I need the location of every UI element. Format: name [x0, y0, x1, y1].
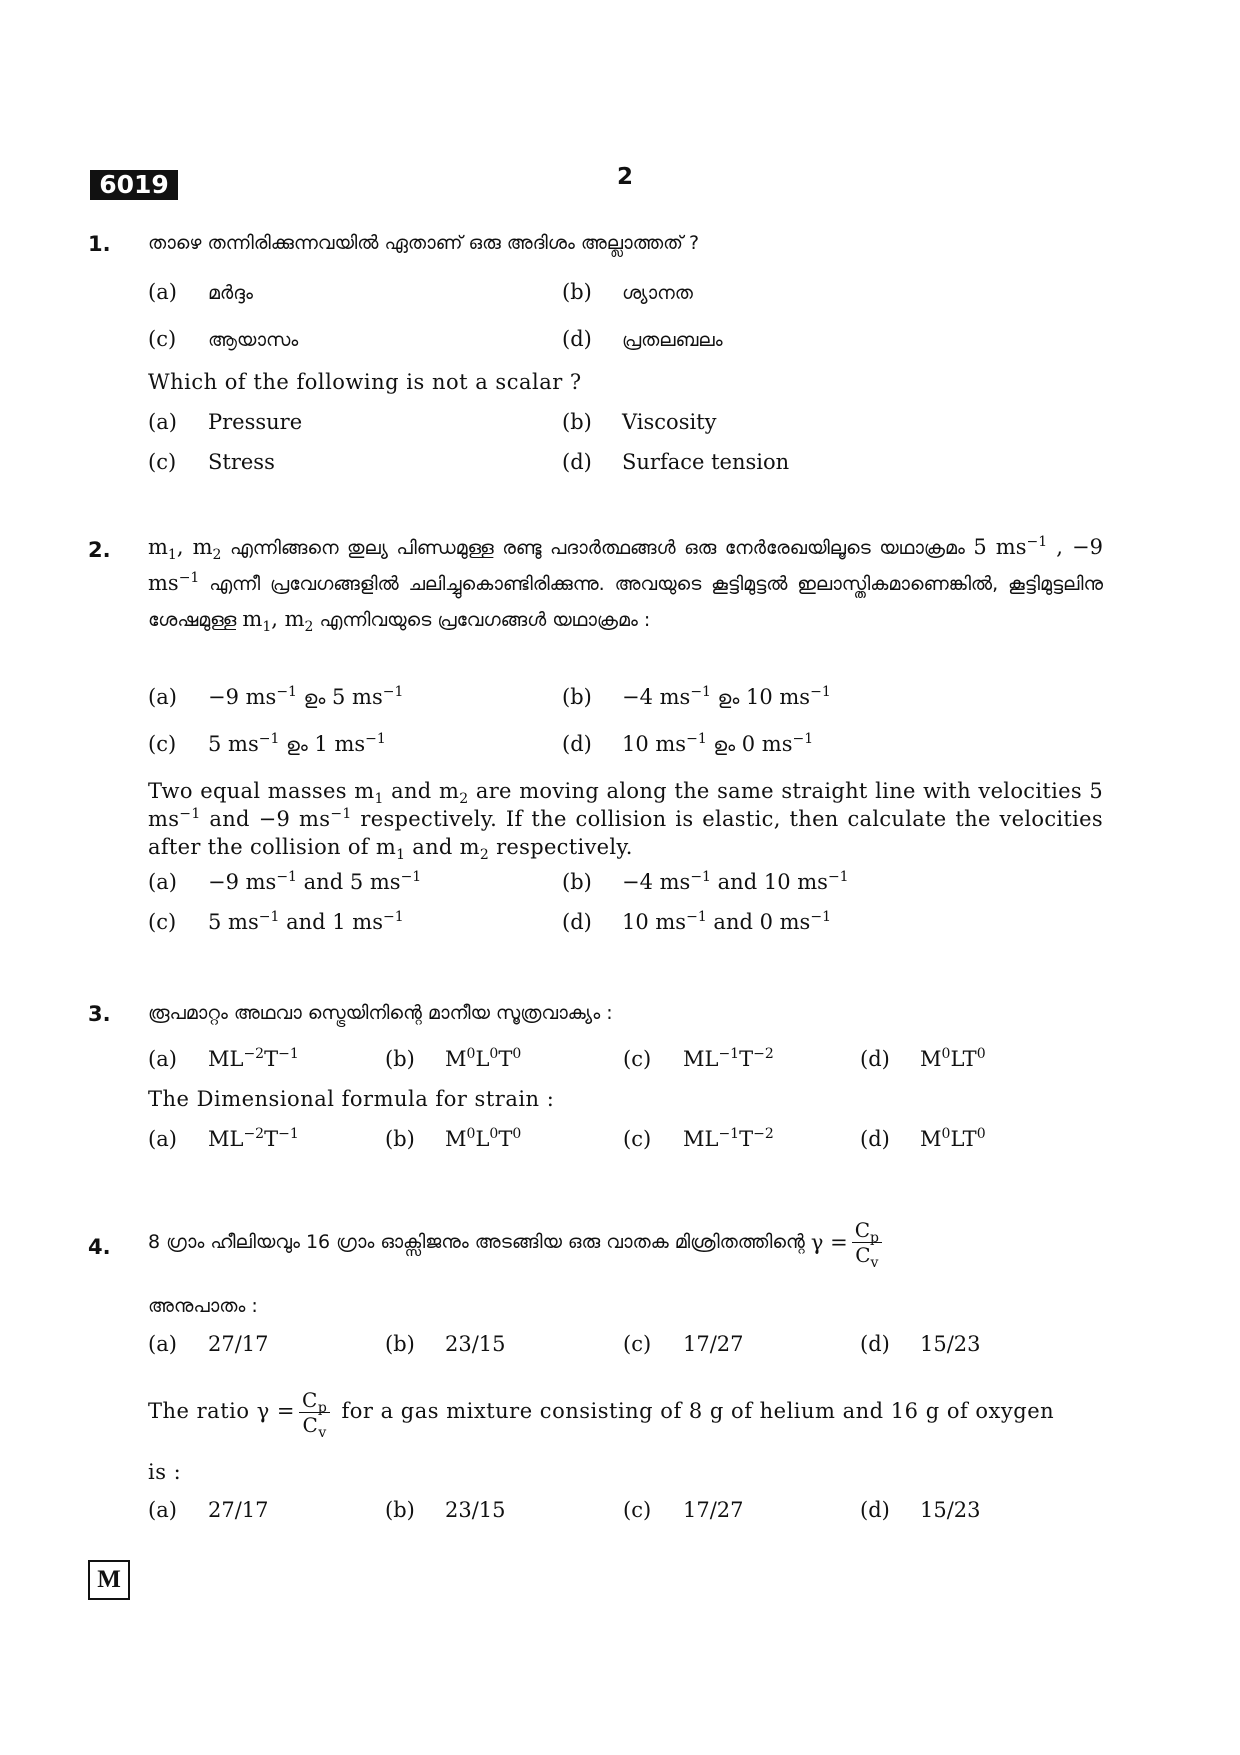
formula-exp: 0 — [941, 1046, 951, 1062]
option-text: Viscosity — [622, 410, 717, 434]
option-label: (a) — [148, 685, 177, 709]
velocity-1: 5 ms — [973, 535, 1027, 559]
option-text: 15/23 — [920, 1332, 981, 1356]
exponent: −1 — [690, 684, 711, 700]
formula-part: T — [498, 1047, 513, 1071]
m1-subscript: 1 — [396, 847, 406, 863]
option-text: 17/27 — [683, 1498, 744, 1522]
q3-ml-option-a — [148, 1047, 299, 1071]
option-text: 27/17 — [208, 1332, 269, 1356]
option-label: (b) — [562, 280, 592, 304]
en-and: and — [303, 870, 344, 894]
option-v1: 10 ms — [622, 910, 687, 934]
q4-english-text — [148, 1388, 1055, 1441]
option-label: (d) — [562, 910, 592, 934]
formula-exp: −2 — [753, 1126, 774, 1142]
option-label: (c) — [148, 450, 177, 474]
option-text: Pressure — [208, 410, 303, 434]
q2-en-option-d — [562, 910, 831, 934]
exponent: −1 — [258, 731, 280, 747]
option-label: (c) — [623, 1047, 652, 1071]
option-label: (d) — [860, 1127, 890, 1151]
gamma-symbol: γ = — [810, 1230, 848, 1255]
option-label: (b) — [562, 410, 592, 434]
q1-ml-option-b — [562, 280, 693, 304]
option-v2: 0 ms — [759, 910, 811, 934]
option-label: (d) — [562, 450, 592, 474]
formula-part: T — [739, 1127, 754, 1151]
cp-symbol: C — [854, 1218, 870, 1242]
formula-exp: 0 — [489, 1126, 499, 1142]
q3-ml-option-b — [385, 1047, 521, 1071]
m2-symbol: m — [459, 835, 480, 859]
cv-subscript: v — [870, 1255, 879, 1271]
q1-en-option-d — [562, 450, 789, 474]
cv-symbol: C — [855, 1243, 871, 1267]
option-v2: 5 ms — [349, 870, 401, 894]
formula-exp: 0 — [512, 1126, 522, 1142]
q2-en-option-b — [562, 870, 849, 894]
q4-en-option-c — [623, 1498, 744, 1522]
q1-malayalam-text: താഴെ തന്നിരിക്കുന്നവയിൽ ഏതാണ് ഒരു അദിശം അല്ലാത്തത് ? — [148, 232, 700, 254]
option-v2: 10 ms — [746, 685, 811, 709]
option-label: (d) — [860, 1047, 890, 1071]
exponent: −1 — [400, 869, 422, 885]
option-v2: 10 ms — [763, 870, 828, 894]
option-label: (c) — [148, 327, 177, 351]
option-v1: 10 ms — [622, 732, 687, 756]
m2-subscript: 2 — [212, 547, 222, 563]
formula-exp: −2 — [243, 1046, 265, 1062]
option-text: 23/15 — [445, 1332, 506, 1356]
formula-exp: 0 — [489, 1046, 499, 1062]
option-v1: −4 ms — [622, 870, 691, 894]
q4-ml-option-d — [860, 1332, 981, 1356]
formula-exp: −1 — [278, 1126, 299, 1142]
page-number: 2 — [616, 164, 633, 190]
option-label: (b) — [385, 1332, 415, 1356]
en-and: and — [209, 807, 250, 831]
q1-en-option-a — [148, 410, 302, 434]
m1-subscript: 1 — [167, 547, 177, 563]
exponent: −1 — [382, 909, 404, 925]
formula-part: M — [445, 1047, 467, 1071]
q4-en-option-a — [148, 1498, 269, 1522]
option-text: 23/15 — [445, 1498, 506, 1522]
q1-number: 1. — [88, 232, 111, 256]
q2-english-text — [148, 777, 1103, 861]
exponent: −1 — [686, 909, 707, 925]
formula-exp: 0 — [941, 1126, 951, 1142]
q1-english-text: Which of the following is not a scalar ? — [148, 370, 582, 394]
option-v2: 1 ms — [314, 732, 366, 756]
q2-en-part3: respectively. If the collision is elastic, then calculate the velocities after the collision of — [148, 807, 1103, 859]
option-label: (a) — [148, 280, 177, 304]
q3-en-option-d — [860, 1127, 986, 1151]
q2-malayalam-text: $m_1$, $m_2$ എന്നിങ്ങനെ തുല്യ പിണ്ഡമുള്ള രണ്ടു പദാർത്ഥങ്ങൾ ഒരു നേർരേഖയിലൂടെ യഥാക്രമം 5 $ms^{-1}$ , −9 $ms^{-1}$ എന്നീ പ്രവേഗങ്ങളിൽ ചലിച്ചുകൊണ്ടിരിക്കുന്നു. അവയുടെ കൂട്ടിമുട്ടൽ ഇലാസ്തികമാണെങ്കിൽ, കൂട്ടിമുട്ടലിനു ശേഷമുള്ള $m_1$, $m_2$ എന്നിവയുടെ പ്രവേഗങ്ങൾ യഥാക്രമം : — [148, 534, 1103, 635]
q3-ml-option-c — [623, 1047, 774, 1071]
formula-part: ML — [683, 1047, 719, 1071]
cp-cv-fraction — [299, 1388, 330, 1441]
q2-en-option-c — [148, 910, 404, 934]
q2-ml-option-c — [148, 732, 386, 756]
q3-malayalam-text: രൂപമാറ്റം അഥവാ സ്ട്രെയിനിന്റെ മാനീയ സൂത്രവാക്യം : — [148, 1002, 613, 1024]
cp-subscript: p — [870, 1230, 879, 1246]
formula-part: T — [739, 1047, 754, 1071]
exponent: −1 — [690, 869, 711, 885]
exponent: −1 — [382, 684, 404, 700]
option-label: (d) — [562, 327, 592, 351]
exponent: −1 — [810, 909, 831, 925]
q2-ml-part2: എന്നീ പ്രവേഗങ്ങളിൽ ചലിച്ചുകൊണ്ടിരിക്കുന്നു. അവയുടെ കൂട്ടിമുട്ടൽ ഇലാസ്തികമാണെങ്കിൽ, കൂട്ടിമുട്ടലിനു ശേഷമുള്ള — [148, 573, 1103, 631]
option-label: (d) — [562, 732, 592, 756]
option-label: (d) — [860, 1498, 890, 1522]
option-text: ശ്യാനത — [622, 282, 693, 304]
exponent: −1 — [365, 731, 386, 747]
ml-and: ഉം — [303, 687, 326, 709]
q2-number: 2. — [88, 538, 111, 562]
en-and: and — [391, 779, 432, 803]
m2-subscript: 2 — [459, 791, 469, 807]
q4-malayalam-text — [148, 1218, 886, 1271]
exponent: −1 — [258, 909, 280, 925]
en-and: and — [717, 870, 758, 894]
option-v1: −9 ms — [208, 685, 277, 709]
formula-exp: −2 — [753, 1046, 774, 1062]
formula-part: T — [498, 1127, 513, 1151]
formula-exp: −1 — [278, 1046, 299, 1062]
formula-part: L — [475, 1047, 490, 1071]
q2-en-part2: are moving along the same straight line with velocities — [475, 779, 1082, 803]
option-v2: 5 ms — [332, 685, 383, 709]
exponent: −1 — [792, 731, 814, 747]
formula-exp: 0 — [512, 1046, 522, 1062]
formula-part: M — [920, 1127, 942, 1151]
q4-ml-option-b — [385, 1332, 506, 1356]
option-label: (c) — [148, 910, 177, 934]
m1-symbol: m — [242, 607, 263, 631]
option-text: പ്രതലബലം — [622, 329, 723, 351]
m1-symbol: m — [148, 535, 168, 559]
q4-number: 4. — [88, 1235, 111, 1259]
option-v1: −9 ms — [208, 870, 277, 894]
q3-english-text: The Dimensional formula for strain : — [148, 1087, 555, 1111]
exponent: −1 — [276, 869, 297, 885]
option-label: (b) — [562, 870, 592, 894]
option-text: മർദ്ദം — [208, 282, 253, 304]
option-label: (b) — [385, 1127, 415, 1151]
option-label: (a) — [148, 410, 177, 434]
option-text: ആയാസം — [208, 329, 299, 351]
q4-en-part2: for a gas mixture consisting of 8 g of helium and 16 g of oxygen — [341, 1399, 1055, 1423]
exponent: −1 — [330, 806, 352, 822]
option-label: (b) — [562, 685, 592, 709]
q1-en-option-b — [562, 410, 717, 434]
cp-symbol: C — [302, 1388, 318, 1412]
m2-symbol: m — [438, 779, 460, 803]
q1-ml-option-c — [148, 327, 298, 351]
option-v1: 5 ms — [208, 910, 259, 934]
q3-en-option-b — [385, 1127, 521, 1151]
option-v1: 5 ms — [208, 732, 259, 756]
formula-part: ML — [208, 1127, 244, 1151]
cv-symbol: C — [302, 1413, 319, 1437]
q2-ml-part3: എന്നിവയുടെ പ്രവേഗങ്ങൾ യഥാക്രമം : — [319, 609, 651, 631]
m2-subscript: 2 — [479, 847, 490, 863]
q4-ml-option-c — [623, 1332, 744, 1356]
q2-ml-part1: എന്നിങ്ങനെ തുല്യ പിണ്ഡമുള്ള രണ്ടു പദാർത്ഥങ്ങൾ ഒരു നേർരേഖയിലൂടെ യഥാക്രമം — [229, 537, 965, 559]
q2-en-part1: Two equal masses — [148, 779, 347, 803]
exponent: −1 — [1026, 534, 1048, 550]
option-label: (c) — [623, 1127, 652, 1151]
formula-part: M — [920, 1047, 942, 1071]
q3-en-option-c — [623, 1127, 774, 1151]
cv-subscript: v — [318, 1425, 327, 1441]
q1-ml-option-a — [148, 280, 253, 304]
m2-symbol: m — [192, 535, 213, 559]
formula-part: LT — [950, 1047, 977, 1071]
formula-exp: 0 — [466, 1126, 476, 1142]
medium-mark: M — [88, 1560, 130, 1600]
option-label: (a) — [148, 1047, 177, 1071]
formula-part: T — [264, 1127, 279, 1151]
formula-part: L — [475, 1127, 490, 1151]
option-text: Stress — [208, 450, 275, 474]
q3-number: 3. — [88, 1002, 111, 1026]
q2-ml-option-d — [562, 732, 813, 756]
exponent: −1 — [178, 570, 200, 586]
q1-en-option-c — [148, 450, 275, 474]
gamma-symbol: γ = — [256, 1399, 296, 1423]
option-label: (b) — [385, 1047, 415, 1071]
paper-code: 6019 — [90, 170, 178, 200]
ml-and: ഉം — [717, 687, 740, 709]
exponent: −1 — [276, 684, 297, 700]
q2-ml-option-b — [562, 685, 831, 709]
option-text: 15/23 — [920, 1498, 981, 1522]
q3-ml-option-d — [860, 1047, 986, 1071]
ml-and: ഉം — [713, 734, 736, 756]
m1-subscript: 1 — [262, 619, 272, 635]
exponent: −1 — [827, 869, 849, 885]
q2-en-part4: respectively. — [496, 835, 633, 859]
option-label: (c) — [623, 1332, 652, 1356]
m1-symbol: m — [375, 835, 397, 859]
q4-en-part1: The ratio — [148, 1399, 250, 1423]
formula-part: M — [445, 1127, 467, 1151]
cp-subscript: p — [317, 1400, 328, 1416]
option-v1: −4 ms — [622, 685, 691, 709]
ml-and: ഉം — [286, 734, 308, 756]
q4-malayalam-text-2: അനുപാതം : — [148, 1295, 258, 1317]
option-text: Surface tension — [622, 450, 790, 474]
en-and: and — [412, 835, 453, 859]
q1-ml-option-d — [562, 327, 723, 351]
velocity-1: 5 ms — [148, 779, 1104, 831]
option-label: (c) — [623, 1498, 652, 1522]
formula-exp: 0 — [976, 1046, 986, 1062]
formula-exp: 0 — [466, 1046, 476, 1062]
m1-subscript: 1 — [374, 791, 384, 807]
q4-en-option-d — [860, 1498, 981, 1522]
q2-en-option-a — [148, 870, 421, 894]
option-label: (a) — [148, 870, 177, 894]
en-and: and — [713, 910, 753, 934]
option-label: (a) — [148, 1498, 177, 1522]
formula-part: T — [264, 1047, 279, 1071]
exponent: −1 — [686, 731, 707, 747]
option-v2: 0 ms — [741, 732, 793, 756]
formula-exp: −2 — [243, 1126, 265, 1142]
velocity-2: −9 ms — [148, 535, 1103, 595]
q4-en-option-b — [385, 1498, 506, 1522]
en-and: and — [286, 910, 326, 934]
option-v2: 1 ms — [332, 910, 383, 934]
velocity-2: −9 ms — [258, 807, 331, 831]
formula-exp: 0 — [976, 1126, 986, 1142]
m2-subscript: 2 — [304, 619, 314, 635]
cp-cv-fraction — [852, 1218, 882, 1271]
exponent: −1 — [179, 806, 201, 822]
option-text: 17/27 — [683, 1332, 744, 1356]
q2-ml-option-a — [148, 685, 403, 709]
q4-ml-part1: 8 ഗ്രാം ഹീലിയവും 16 ഗ്രാം ഓക്സിജനും അടങ്ങിയ ഒരു വാതക മിശ്രിതത്തിന്റെ — [148, 1231, 805, 1253]
q3-en-option-a — [148, 1127, 299, 1151]
q4-ml-option-a — [148, 1332, 269, 1356]
m1-symbol: m — [354, 779, 375, 803]
exponent: −1 — [810, 684, 831, 700]
option-label: (a) — [148, 1332, 177, 1356]
option-label: (d) — [860, 1332, 890, 1356]
q4-english-text-2: is : — [148, 1460, 182, 1484]
option-label: (a) — [148, 1127, 177, 1151]
option-text: 27/17 — [208, 1498, 269, 1522]
formula-exp: −1 — [718, 1046, 740, 1062]
formula-part: LT — [950, 1127, 977, 1151]
m2-symbol: m — [284, 607, 305, 631]
option-label: (b) — [385, 1498, 415, 1522]
formula-part: ML — [208, 1047, 244, 1071]
option-label: (c) — [148, 732, 177, 756]
formula-part: ML — [683, 1127, 719, 1151]
formula-exp: −1 — [718, 1126, 740, 1142]
